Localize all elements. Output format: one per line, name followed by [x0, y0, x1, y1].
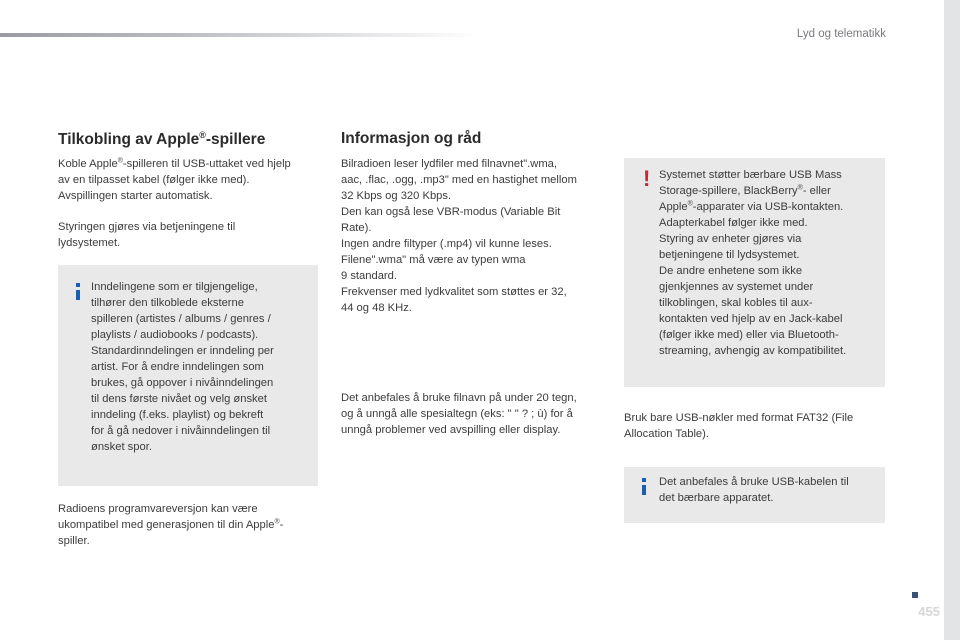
page-number: 455 — [918, 604, 940, 619]
info-icon — [76, 290, 80, 300]
left-paragraph-3: Radioens programvareversjon kan være ukompatibel med generasjonen til din Apple®- spiller. — [58, 503, 284, 547]
middle-heading: Informasjon og råd — [341, 130, 482, 147]
middle-paragraph-2: Det anbefales å bruke filnavn på under 20 tegn, og å unngå alle spesialtegn (eks: " " ? ; ù) for å unngå problemer ved avspilling eller display. — [341, 392, 577, 436]
chapter-title: Lyd og telematikk — [796, 28, 886, 40]
right-info-text: Det anbefales å bruke USB-kabelen til det bærbare apparatet. — [659, 476, 849, 504]
left-paragraph-2: Styringen gjøres via betjeningene til lydsystemet. — [58, 221, 236, 249]
page-marker-square — [912, 592, 918, 598]
warning-icon: ! — [643, 166, 651, 191]
right-edge-strip — [944, 0, 960, 640]
right-paragraph-1: Bruk bare USB-nøkler med format FAT32 (File Allocation Table). — [624, 412, 854, 440]
header-gradient-bar — [0, 33, 480, 37]
right-info-box — [624, 467, 885, 523]
right-warning-text: Systemet støtter bærbare USB Mass Storage-spillere, BlackBerry®- eller Apple®-apparater via USB-kontakten. Adapterkabel følger ikke med. Styring av enheter gjøres via betjeningene til lydsystemet. De andre enhetene som ikke gjenkjennes av systemet under tilkoblingen, skal kobles til aux- kontakten ved hjelp av en Jack-kabel (følger ikke med) eller via Bluetooth- streaming, avhengig av kompatibilitet. — [659, 169, 847, 357]
left-paragraph-1: Koble Apple®-spilleren til USB-uttaket ved hjelp av en tilpasset kabel (følger ikke med). Avspillingen starter automatisk. — [58, 157, 291, 202]
left-info-box — [58, 265, 318, 486]
info-icon — [642, 485, 646, 495]
middle-paragraph-1: Bilradioen leser lydfiler med filnavnet".wma, aac, .flac, .ogg, .mp3" med en hastighet mellom 32 Kbps og 320 Kbps. Den kan også lese VBR-modus (Variable Bit Rate). Ingen andre filtyper (.mp4) vil kunne leses. Filene".wma" må være av typen wma 9 standard. Frekvenser med lydkvalitet som støttes er 32, 44 og 48 KHz. — [341, 158, 577, 314]
left-info-text: Inndelingene som er tilgjengelige, tilhører den tilkoblede eksterne spilleren (artistes / albums / genres / playlists / audiobooks / podcasts). Standardinndelingen er inndeling per artist. For å endre inndelingen som brukes, gå oppover i nivåinndelingen til dens første nivået og velg ønsket inndeling (f.eks. playlist) og bekreft for å gå nedover i nivåinndelingen til ønsket spor. — [91, 281, 274, 453]
left-heading: Tilkobling av Apple®-spillere — [58, 130, 266, 149]
right-warning-box — [624, 158, 885, 387]
